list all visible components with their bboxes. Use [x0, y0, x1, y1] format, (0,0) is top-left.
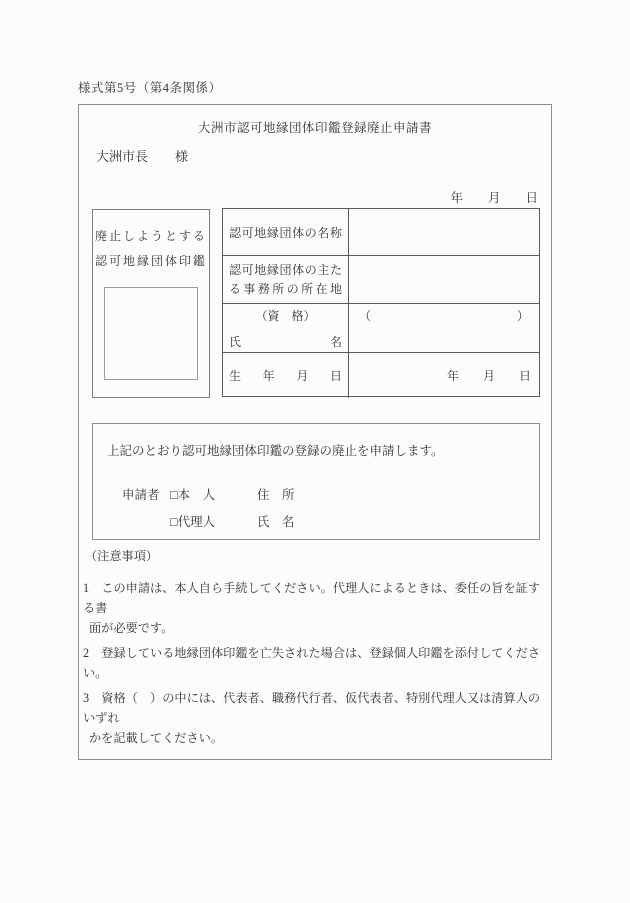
applicant-label-spacer: [122, 512, 170, 530]
birthdate-value-line: 年 月 日: [446, 369, 531, 383]
seal-impression-area[interactable]: [104, 287, 198, 380]
org-name-label: 認可地縁団体の名称: [229, 225, 342, 240]
seal-label-line2: 認可地縁団体印鑑: [94, 254, 207, 268]
field-address-label: 住 所: [257, 488, 295, 502]
birthdate-label: 生 年 月 日: [229, 369, 342, 383]
field-name-label: 氏 名: [257, 515, 295, 529]
office-address-input-cell[interactable]: [349, 256, 539, 304]
qualification-name-input-cell[interactable]: [349, 304, 539, 353]
name-label: [229, 333, 342, 350]
office-address-label-line1: 認可地縁団体の主た: [229, 262, 342, 277]
paren-open: （: [359, 309, 372, 323]
checkbox-principal[interactable]: □: [170, 488, 178, 502]
honorific: 様: [175, 149, 189, 164]
office-address-label-cell: [223, 256, 349, 304]
option-principal[interactable]: [170, 485, 257, 503]
note-item-2: 2 登録している地縁団体印鑑を亡失された場合は、登録個人印鑑を添付してください。: [83, 646, 541, 680]
birthdate-input-cell[interactable]: [349, 353, 539, 398]
paren-close: ）: [516, 309, 529, 323]
seal-label-line1: 廃止しようとする: [94, 229, 207, 243]
notes-section: [83, 547, 550, 753]
checkbox-agent[interactable]: □: [170, 515, 178, 529]
name-input-area[interactable]: [355, 333, 533, 349]
applicant-grid: [122, 485, 539, 530]
option-agent-label: 代理人: [177, 515, 216, 529]
application-box: [92, 423, 540, 540]
form-border-box: [78, 104, 552, 760]
addressee: 大洲市長: [96, 149, 149, 164]
option-agent[interactable]: [170, 512, 257, 530]
qualification-label: （資 格）: [255, 308, 316, 323]
notes-heading: （注意事項）: [85, 549, 159, 563]
name-label-right: 名: [329, 334, 342, 349]
org-name-label-cell: [223, 209, 349, 256]
form-title: 大洲市認可地縁団体印鑑登録廃止申請書: [197, 121, 432, 135]
office-address-label-line2: る事務所の所在地: [229, 281, 342, 296]
form-number: 様式第5号（第4条関係）: [78, 81, 222, 95]
date-line: 年 月 日: [450, 191, 538, 205]
option-principal-label: 本 人: [177, 488, 216, 502]
seal-declare-box: [92, 209, 210, 398]
addressee-row: [96, 146, 188, 165]
name-label-left: 氏: [229, 334, 242, 349]
note-item-3: 3 資格（ ）の中には、代表者、職務代行者、仮代表者、特別代理人又は清算人のいずれ かを記載してください。: [83, 691, 541, 745]
org-info-table: [222, 208, 540, 397]
note-item-1: 1 この申請は、本人自ら手続してください。代理人によるときは、委任の旨を証する書 面が必要です。: [83, 581, 541, 635]
org-name-input-cell[interactable]: [349, 209, 539, 256]
application-statement: 上記のとおり認可地縁団体印鑑の登録の廃止を申請します。: [107, 444, 444, 458]
birthdate-label-cell: [223, 353, 349, 398]
applicant-label: 申請者: [122, 488, 160, 502]
qualification-paren-row: [355, 307, 533, 324]
qualification-name-label-cell: [223, 304, 349, 353]
